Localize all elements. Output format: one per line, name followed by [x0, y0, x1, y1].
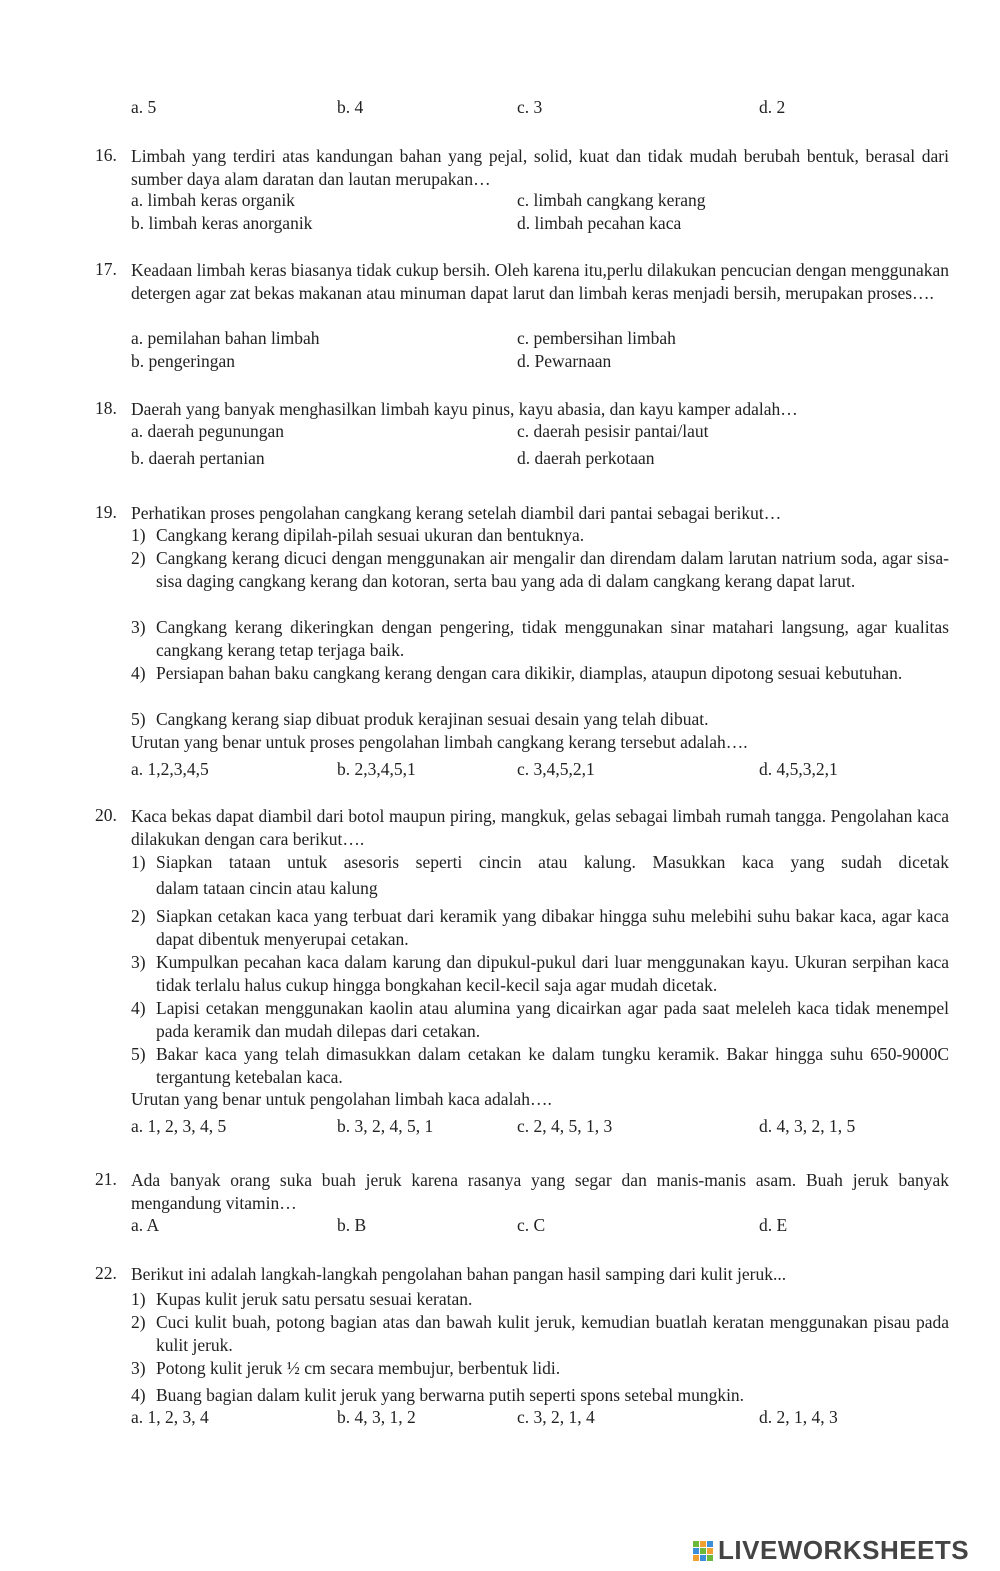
q20-step-text-line2: dalam tataan cincin atau kalung: [156, 878, 378, 898]
q19-step-number: 3): [131, 617, 146, 637]
q17-number: 17.: [95, 259, 117, 279]
q20-option-b: b. 3, 2, 4, 5, 1: [337, 1116, 434, 1136]
q22-option-c: c. 3, 2, 1, 4: [517, 1407, 595, 1427]
q20-step-number: 2): [131, 906, 146, 926]
q20-step: [131, 997, 949, 1043]
q18-question: Daerah yang banyak menghasilkan limbah kayu pinus, kayu abasia, dan kayu kamper adalah…: [131, 399, 798, 419]
q17-question: Keadaan limbah keras biasanya tidak cukup bersih. Oleh karena itu,perlu dilakukan pencucian dengan menggunakan detergen agar zat bekas makanan atau minuman dapat larut dan limbah keras menjadi bersih, merupakan proses….: [131, 260, 949, 303]
q20-step: [131, 851, 949, 874]
q19-step: [131, 708, 949, 731]
q19-step-text: Cangkang kerang dikeringkan dengan pengering, tidak menggunakan sinar matahari langsung, agar kualitas cangkang kerang tetap terjaga baik.: [156, 617, 949, 660]
q20-step-text: Siapkan cetakan kaca yang terbuat dari keramik yang dibakar hingga suhu melebihi suhu bakar kaca, agar kaca dapat dibentuk menyerupai cetakan.: [156, 906, 949, 949]
q19-step-text: Cangkang kerang dipilah-pilah sesuai ukuran dan bentuknya.: [156, 525, 585, 545]
q16-number: 16.: [95, 145, 117, 165]
q19-step-number: 4): [131, 663, 146, 683]
q21-option-a: a. A: [131, 1215, 160, 1235]
q21-number: 21.: [95, 1169, 117, 1189]
q20-question: Kaca bekas dapat diambil dari botol maupun piring, mangkuk, gelas sebagai limbah rumah tangga. Pengolahan kaca dilakukan dengan cara berikut….: [131, 806, 949, 849]
liveworksheets-logo-icon: [692, 1540, 714, 1562]
q22-step: [131, 1311, 949, 1357]
q22-step-number: 4): [131, 1385, 146, 1405]
q19-option-b: b. 2,3,4,5,1: [337, 759, 416, 779]
q17-option-c: c. pembersihan limbah: [517, 328, 676, 348]
q18-option-b: b. daerah pertanian: [131, 448, 265, 468]
q22-step-text: Buang bagian dalam kulit jeruk yang berwarna putih seperti spons setebal mungkin.: [156, 1385, 745, 1405]
q18-option-d: d. daerah perkotaan: [517, 448, 655, 468]
q20-step-number: 4): [131, 998, 146, 1018]
q19-question: Perhatikan proses pengolahan cangkang kerang setelah diambil dari pantai sebagai berikut…: [131, 503, 782, 523]
q17-option-b: b. pengeringan: [131, 351, 235, 371]
q22-option-b: b. 4, 3, 1, 2: [337, 1407, 416, 1427]
q20-step-number: 3): [131, 952, 146, 972]
q22-option-a: a. 1, 2, 3, 4: [131, 1407, 209, 1427]
q19-step-number: 2): [131, 548, 146, 568]
q19-step-text: Persiapan bahan baku cangkang kerang dengan cara dikikir, diamplas, ataupun dipotong sesuai kebutuhan.: [156, 663, 903, 683]
q16-option-d: d. limbah pecahan kaca: [517, 213, 682, 233]
q20-step: [131, 1043, 949, 1089]
q19-step: [131, 524, 949, 547]
q15-option-b: b. 4: [337, 97, 364, 117]
q19-number: 19.: [95, 502, 117, 522]
q22-step: [131, 1357, 949, 1380]
q19-step: [131, 616, 949, 662]
q16-option-b: b. limbah keras anorganik: [131, 213, 313, 233]
q22-step-text: Cuci kulit buah, potong bagian atas dan bawah kulit jeruk, kemudian buatlah keratan menggunakan pisau pada kulit jeruk.: [156, 1312, 949, 1355]
q17-option-d: d. Pewarnaan: [517, 351, 612, 371]
q19-step-number: 5): [131, 709, 146, 729]
q22-option-d: d. 2, 1, 4, 3: [759, 1407, 838, 1427]
q15-option-a: a. 5: [131, 97, 157, 117]
q20-step: [131, 951, 949, 997]
q19-step-text: Cangkang kerang dicuci dengan menggunakan air mengalir dan direndam dalam larutan natrium soda, agar sisa-sisa daging cangkang kerang dan kotoran, serta bau yang ada di dalam cangkang kerang dapat larut.: [156, 548, 949, 591]
q21-option-b: b. B: [337, 1215, 367, 1235]
q20-step-text: Lapisi cetakan menggunakan kaolin atau alumina yang dicairkan agar pada saat meleleh kaca tidak menempel pada keramik dan mudah dilepas dari cetakan.: [156, 998, 949, 1041]
q19-step-number: 1): [131, 525, 146, 545]
q16-question: Limbah yang terdiri atas kandungan bahan yang pejal, solid, kuat dan tidak mudah berubah bentuk, berasal dari sumber daya alam daratan dan lautan merupakan…: [131, 146, 949, 189]
q15-option-d: d. 2: [759, 97, 786, 117]
liveworksheets-logo[interactable]: [692, 1535, 992, 1565]
q20-step-text: Kumpulkan pecahan kaca dalam karung dan dipukul-pukul dari luar menggunakan kayu. Ukuran serpihan kaca tidak terlalu halus cukup hingga bongkahan kecil-kecil saja agar mudah dicetak.: [156, 952, 949, 995]
q20-option-d: d. 4, 3, 2, 1, 5: [759, 1116, 856, 1136]
q15-option-c: c. 3: [517, 97, 543, 117]
q20-step-text: Bakar kaca yang telah dimasukkan dalam cetakan ke dalam tungku keramik. Bakar hingga suhu 650-9000C tergantung ketebalan kaca.: [156, 1044, 949, 1087]
q19-option-a: a. 1,2,3,4,5: [131, 759, 209, 779]
q20-step-number: 1): [131, 852, 146, 872]
q20-step: [131, 905, 949, 951]
q22-step-text: Potong kulit jeruk ½ cm secara membujur, berbentuk lidi.: [156, 1358, 561, 1378]
liveworksheets-logo-text: LIVEWORKSHEETS: [718, 1535, 970, 1565]
q20-closing: Urutan yang benar untuk pengolahan limbah kaca adalah….: [131, 1089, 552, 1109]
q21-option-d: d. E: [759, 1215, 788, 1235]
q22-step-number: 2): [131, 1312, 146, 1332]
q22-question: Berikut ini adalah langkah-langkah pengolahan bahan pangan hasil samping dari kulit jeruk...: [131, 1264, 787, 1284]
q19-step: [131, 547, 949, 593]
q18-option-c: c. daerah pesisir pantai/laut: [517, 421, 709, 441]
q16-option-a: a. limbah keras organik: [131, 190, 295, 210]
q22-step-text: Kupas kulit jeruk satu persatu sesuai keratan.: [156, 1289, 473, 1309]
q18-number: 18.: [95, 398, 117, 418]
q20-number: 20.: [95, 805, 117, 825]
q18-option-a: a. daerah pegunungan: [131, 421, 285, 441]
q19-closing: Urutan yang benar untuk proses pengolahan limbah cangkang kerang tersebut adalah….: [131, 732, 748, 752]
q19-option-c: c. 3,4,5,2,1: [517, 759, 595, 779]
q22-step-number: 3): [131, 1358, 146, 1378]
q20-step-text-line1: Siapkan tataan untuk asesoris seperti cincin atau kalung. Masukkan kaca yang sudah dicetak: [156, 852, 949, 872]
q22-step: [131, 1288, 949, 1311]
q16-option-c: c. limbah cangkang kerang: [517, 190, 706, 210]
q20-option-a: a. 1, 2, 3, 4, 5: [131, 1116, 227, 1136]
q19-step: [131, 662, 949, 685]
q21-question: Ada banyak orang suka buah jeruk karena rasanya yang segar dan manis-manis asam. Buah jeruk banyak mengandung vitamin…: [131, 1170, 949, 1213]
q19-step-text: Cangkang kerang siap dibuat produk kerajinan sesuai desain yang telah dibuat.: [156, 709, 709, 729]
q21-option-c: c. C: [517, 1215, 546, 1235]
q17-option-a: a. pemilahan bahan limbah: [131, 328, 320, 348]
q22-number: 22.: [95, 1263, 117, 1283]
q20-step-number: 5): [131, 1044, 146, 1064]
q19-option-d: d. 4,5,3,2,1: [759, 759, 838, 779]
q22-step: [131, 1384, 949, 1407]
q20-option-c: c. 2, 4, 5, 1, 3: [517, 1116, 613, 1136]
q22-step-number: 1): [131, 1289, 146, 1309]
